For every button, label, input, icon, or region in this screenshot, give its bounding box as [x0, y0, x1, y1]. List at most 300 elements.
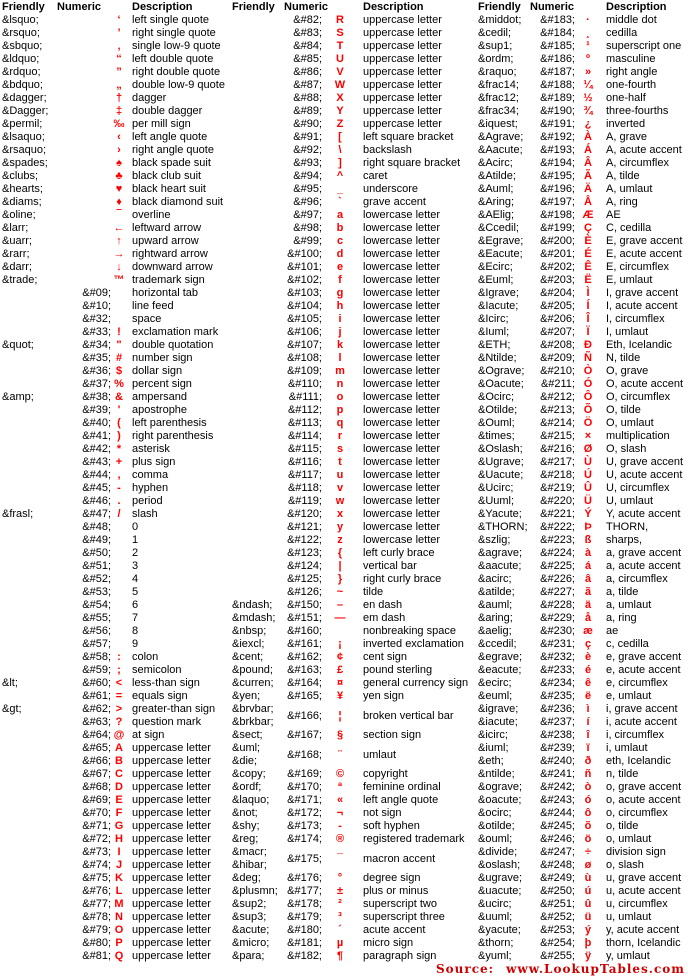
entity-description: THORN,	[606, 521, 649, 533]
entity-description: uppercase letter	[132, 872, 211, 884]
entity-description: semicolon	[132, 664, 182, 676]
symbol-glyph: þ	[584, 937, 592, 949]
symbol-glyph: Z	[336, 118, 344, 130]
entity-description: Eth, Icelandic	[606, 339, 673, 351]
entity-description: eth, Icelandic	[606, 755, 671, 767]
entity-row	[478, 781, 686, 794]
entity-row	[478, 92, 686, 105]
entity-row	[478, 170, 686, 183]
entity-row	[2, 911, 230, 924]
friendly-entity: &trade;	[2, 274, 38, 286]
entity-description: black diamond suit	[132, 196, 224, 208]
entity-description: middle dot	[606, 14, 657, 26]
entity-description: a, grave accent	[606, 547, 682, 559]
friendly-entity: &Egrave;	[478, 235, 524, 247]
entity-description: upward arrow	[132, 235, 199, 247]
entity-row	[232, 40, 470, 53]
numeric-code: &#247;	[540, 846, 575, 858]
numeric-code: &#241;	[540, 768, 575, 780]
table-header-row	[2, 1, 230, 14]
numeric-code: &#183;	[540, 14, 575, 26]
symbol-glyph: ü	[584, 911, 592, 923]
entity-description: u, grave accent	[606, 872, 682, 884]
entity-description: O, circumflex	[606, 391, 671, 403]
symbol-glyph: a	[336, 209, 344, 221]
friendly-entity: &Aring;	[478, 196, 515, 208]
entity-description: masculine	[606, 53, 656, 65]
friendly-entity: &ouml;	[478, 833, 513, 845]
symbol-glyph: <	[115, 677, 123, 689]
friendly-entity: &szlig;	[478, 534, 511, 546]
numeric-code: &#225;	[540, 560, 575, 572]
numeric-code: &#32;	[82, 313, 111, 325]
entity-description: ae	[606, 625, 619, 637]
numeric-code: &#60;	[82, 677, 111, 689]
symbol-glyph: ¤	[336, 677, 344, 689]
entity-row	[2, 14, 230, 27]
entity-description: lowercase letter	[363, 365, 441, 377]
symbol-glyph: ^	[336, 170, 344, 182]
numeric-code: &#232;	[540, 651, 575, 663]
symbol-glyph: V	[336, 66, 344, 78]
friendly-entity: &ocirc;	[478, 807, 512, 819]
entity-description: right parenthesis	[132, 430, 214, 442]
symbol-glyph: ¨	[338, 748, 342, 761]
numeric-code: &#198;	[540, 209, 575, 221]
symbol-glyph: b	[336, 222, 344, 234]
symbol-glyph: Í	[586, 300, 590, 312]
symbol-glyph: º	[585, 53, 591, 65]
friendly-entity: &frasl;	[2, 508, 34, 520]
symbol-glyph: Ô	[583, 391, 593, 403]
numeric-code: &#114;	[287, 430, 322, 442]
numeric-code: &#70;	[82, 807, 111, 819]
entity-description: plus sign	[132, 456, 176, 468]
entity-description: left curly brace	[363, 547, 435, 559]
entity-description: superscript three	[363, 911, 445, 923]
numeric-code: &#83;	[293, 27, 322, 39]
entity-description: a, tilde	[606, 586, 639, 598]
entity-row	[478, 768, 686, 781]
column-header-numeric: Numeric	[57, 1, 102, 13]
entity-table-column-2	[230, 1, 470, 963]
symbol-glyph: >	[115, 703, 123, 715]
symbol-glyph: µ	[336, 937, 344, 949]
entity-row	[478, 131, 686, 144]
friendly-entity: &copy;	[232, 768, 266, 780]
friendly-entity: &curren;	[232, 677, 274, 689]
numeric-code: &#66;	[82, 755, 111, 767]
symbol-glyph: e	[336, 261, 344, 273]
entity-row	[478, 547, 686, 560]
entity-row	[232, 885, 470, 898]
symbol-glyph: F	[115, 807, 123, 819]
entity-row	[2, 833, 230, 846]
friendly-entity: &AElig;	[478, 209, 515, 221]
friendly-entity: &Atilde;	[478, 170, 516, 182]
numeric-code: &#242;	[540, 781, 575, 793]
symbol-glyph: ÷	[584, 846, 592, 858]
numeric-code: &#187;	[540, 66, 575, 78]
symbol-glyph: í	[586, 716, 590, 728]
entity-description: number sign	[132, 352, 193, 364]
symbol-glyph: ?	[115, 716, 123, 728]
entity-row	[232, 79, 470, 92]
friendly-entity: &Acirc;	[478, 157, 513, 169]
entity-description: lowercase letter	[363, 378, 441, 390]
friendly-entity: &acirc;	[478, 573, 512, 585]
numeric-code: &#116;	[287, 456, 322, 468]
entity-description: rightward arrow	[132, 248, 208, 260]
symbol-glyph: "	[116, 339, 122, 351]
friendly-entity: &macr; &hibar;	[232, 846, 267, 871]
symbol-glyph: ±	[336, 885, 344, 897]
symbol-glyph: .	[117, 495, 121, 507]
numeric-code: &#40;	[82, 417, 111, 429]
entity-row	[478, 209, 686, 222]
friendly-entity: &deg;	[232, 872, 261, 884]
numeric-code: &#99;	[293, 235, 322, 247]
table-header-row	[232, 1, 470, 14]
entity-row	[232, 495, 470, 508]
symbol-glyph: G	[114, 820, 124, 832]
symbol-glyph: Ø	[583, 443, 593, 455]
friendly-entity: &laquo;	[232, 794, 270, 806]
entity-description: lowercase letter	[363, 235, 441, 247]
symbol-glyph: ~	[336, 586, 344, 598]
entity-row	[2, 599, 230, 612]
entity-description: leftward arrow	[132, 222, 202, 234]
numeric-code: &#161;	[287, 638, 322, 650]
symbol-glyph: ×	[584, 430, 592, 442]
entity-row	[478, 924, 686, 937]
entity-row	[478, 183, 686, 196]
symbol-glyph: Y	[336, 105, 344, 117]
numeric-code: &#181;	[287, 937, 322, 949]
numeric-code: &#151;	[287, 612, 322, 624]
numeric-code: &#184;	[540, 27, 575, 39]
friendly-entity: &ordm;	[478, 53, 514, 65]
symbol-glyph: f	[338, 274, 342, 286]
entity-row	[2, 950, 230, 963]
numeric-code: &#84;	[293, 40, 322, 52]
friendly-entity: &THORN;	[478, 521, 528, 533]
symbol-glyph: ™	[113, 274, 125, 286]
symbol-glyph: !	[117, 326, 121, 338]
entity-row	[232, 14, 470, 27]
symbol-glyph: ¦	[338, 709, 342, 722]
entity-row	[478, 105, 686, 118]
entity-row	[478, 430, 686, 443]
entity-description: percent sign	[132, 378, 192, 390]
friendly-entity: &uacute;	[478, 885, 522, 897]
symbol-glyph: ‾	[117, 209, 121, 221]
entity-row	[2, 170, 230, 183]
symbol-glyph: ¬	[336, 807, 344, 819]
entity-description: I, acute accent	[606, 300, 678, 312]
symbol-glyph: E	[115, 794, 123, 806]
entity-description: O, acute accent	[606, 378, 684, 390]
friendly-entity: &para;	[232, 950, 265, 962]
numeric-code: &#102;	[287, 274, 322, 286]
symbol-glyph: ‡	[115, 105, 123, 117]
symbol-glyph: #	[115, 352, 123, 364]
entity-description: per mill sign	[132, 118, 191, 130]
entity-row	[478, 118, 686, 131]
symbol-glyph: »	[584, 66, 592, 78]
friendly-entity: &ldquo;	[2, 53, 40, 65]
symbol-glyph: R	[336, 14, 344, 26]
friendly-entity: &ecirc;	[478, 677, 512, 689]
symbol-glyph: é	[584, 664, 592, 676]
friendly-entity: &cent;	[232, 651, 264, 663]
entity-description: plus or minus	[363, 885, 429, 897]
entity-row	[478, 573, 686, 586]
entity-row	[2, 27, 230, 40]
friendly-entity: &Euml;	[478, 274, 514, 286]
numeric-code: &#69;	[82, 794, 111, 806]
entity-description: lowercase letter	[363, 274, 441, 286]
symbol-glyph: ¶	[336, 950, 344, 962]
entity-description: o, umlaut	[606, 833, 652, 845]
numeric-code: &#245;	[540, 820, 575, 832]
symbol-glyph: Ê	[584, 261, 592, 273]
entity-row	[232, 300, 470, 313]
entity-description: AE	[606, 209, 621, 221]
friendly-entity: &middot;	[478, 14, 522, 26]
entity-description: lowercase letter	[363, 443, 441, 455]
entity-description: I, circumflex	[606, 313, 665, 325]
entity-row	[232, 508, 470, 521]
entity-row	[232, 677, 470, 690]
numeric-code: &#50;	[82, 547, 111, 559]
entity-description: downward arrow	[132, 261, 213, 273]
entity-description: a, umlaut	[606, 599, 652, 611]
numeric-code: &#118;	[287, 482, 322, 494]
numeric-code: &#231;	[540, 638, 575, 650]
symbol-glyph: —	[334, 612, 346, 624]
entity-row	[232, 261, 470, 274]
entity-row	[232, 794, 470, 807]
symbol-glyph: ù	[584, 872, 592, 884]
symbol-glyph: O	[114, 924, 124, 936]
entity-description: superscript two	[363, 898, 437, 910]
entity-row	[478, 690, 686, 703]
entity-row	[232, 651, 470, 664]
numeric-code: &#106;	[287, 326, 322, 338]
entity-row	[232, 599, 470, 612]
entity-description: right curly brace	[363, 573, 442, 585]
entity-description: degree sign	[363, 872, 421, 884]
column-header-friendly: Friendly	[478, 1, 521, 13]
entity-row	[232, 92, 470, 105]
symbol-glyph: Å	[584, 196, 592, 208]
entity-row	[478, 404, 686, 417]
symbol-glyph: :	[117, 651, 121, 663]
numeric-code: &#46;	[82, 495, 111, 507]
numeric-code: &#236;	[540, 703, 575, 715]
entity-description: uppercase letter	[132, 898, 211, 910]
symbol-glyph: ›	[117, 144, 121, 156]
entity-description: uppercase letter	[132, 768, 211, 780]
entity-description: uppercase letter	[363, 14, 442, 26]
symbol-glyph: Ü	[584, 495, 592, 507]
symbol-glyph: →	[113, 248, 125, 260]
entity-description: horizontal tab	[132, 287, 199, 299]
entity-row	[232, 248, 470, 261]
numeric-code: &#104;	[287, 300, 322, 312]
entity-description: o, tilde	[606, 820, 639, 832]
entity-row	[478, 313, 686, 326]
entity-description: line feed	[132, 300, 174, 312]
entity-row	[2, 495, 230, 508]
symbol-glyph: ¾	[583, 105, 593, 117]
friendly-entity: &darr;	[2, 261, 32, 273]
entity-row	[232, 170, 470, 183]
friendly-entity: &ograve;	[478, 781, 523, 793]
numeric-code: &#239;	[540, 742, 575, 754]
numeric-code: &#169;	[287, 768, 322, 780]
numeric-code: &#82;	[293, 14, 322, 26]
entity-row	[232, 196, 470, 209]
entity-row	[2, 144, 230, 157]
numeric-code: &#172;	[287, 807, 322, 819]
symbol-glyph: ê	[584, 677, 592, 689]
friendly-entity: &cedil;	[478, 27, 512, 39]
symbol-glyph: L	[115, 885, 123, 897]
entity-description: three-fourths	[606, 105, 669, 117]
entity-description: comma	[132, 469, 169, 481]
numeric-code: &#120;	[287, 508, 322, 520]
symbol-glyph: æ	[583, 625, 593, 637]
numeric-code: &#48;	[82, 521, 111, 533]
entity-description: e, circumflex	[606, 677, 668, 689]
entity-row	[478, 300, 686, 313]
numeric-code: &#93;	[293, 157, 322, 169]
entity-description: 8	[132, 625, 139, 637]
numeric-code: &#249;	[540, 872, 575, 884]
numeric-code: &#62;	[82, 703, 111, 715]
numeric-code: &#243;	[540, 794, 575, 806]
entity-description: uppercase letter	[363, 27, 442, 39]
numeric-code: &#191;	[540, 118, 575, 130]
entity-row	[2, 79, 230, 92]
entity-description: 2	[132, 547, 139, 559]
symbol-glyph: ·	[586, 14, 590, 26]
entity-description: uppercase letter	[132, 924, 211, 936]
numeric-code: &#87;	[293, 79, 322, 91]
symbol-glyph: ä	[584, 599, 592, 611]
entity-row	[232, 131, 470, 144]
entity-description: uppercase letter	[363, 40, 442, 52]
column-header-numeric: Numeric	[530, 1, 575, 13]
entity-description: lowercase letter	[363, 222, 441, 234]
entity-row	[2, 690, 230, 703]
friendly-entity: &hearts;	[2, 183, 43, 195]
numeric-code: &#176;	[287, 872, 322, 884]
friendly-entity: &divide;	[478, 846, 518, 858]
numeric-code: &#38;	[82, 391, 111, 403]
symbol-glyph: Ö	[583, 417, 593, 429]
table-header-row	[478, 1, 686, 14]
entity-row	[2, 703, 230, 716]
numeric-code: &#200;	[540, 235, 575, 247]
entity-description: i, grave accent	[606, 703, 678, 715]
entity-description: dagger	[132, 92, 167, 104]
entity-description: uppercase letter	[363, 92, 442, 104]
symbol-glyph: ¸	[586, 27, 590, 39]
symbol-glyph: }	[337, 573, 343, 585]
symbol-glyph: -	[338, 820, 342, 832]
symbol-glyph: Ý	[584, 508, 592, 520]
numeric-code: &#177;	[287, 885, 322, 897]
friendly-entity: &acute;	[232, 924, 270, 936]
entity-description: O, grave	[606, 365, 649, 377]
numeric-code: &#226;	[540, 573, 575, 585]
entity-description: section sign	[363, 729, 422, 741]
entity-description: space	[132, 313, 162, 325]
symbol-glyph: '	[117, 404, 121, 416]
entity-row	[2, 638, 230, 651]
entity-description: asterisk	[132, 443, 170, 455]
friendly-entity: &shy;	[232, 820, 260, 832]
entity-description: macron accent	[363, 852, 436, 865]
symbol-glyph: D	[115, 781, 123, 793]
friendly-entity: &Iacute;	[478, 300, 519, 312]
friendly-entity: &Oslash;	[478, 443, 523, 455]
entity-table-column-1	[0, 1, 230, 963]
numeric-code: &#55;	[82, 612, 111, 624]
symbol-glyph: /	[117, 508, 121, 520]
entity-description: o, circumflex	[606, 807, 668, 819]
entity-row	[232, 807, 470, 820]
entity-description: exclamation mark	[132, 326, 219, 338]
entity-description: 7	[132, 612, 139, 624]
numeric-code: &#179;	[287, 911, 322, 923]
entity-row	[478, 859, 686, 872]
entity-description: lowercase letter	[363, 300, 441, 312]
entity-row	[2, 92, 230, 105]
numeric-code: &#95;	[293, 183, 322, 195]
entity-description: nonbreaking space	[363, 625, 456, 637]
symbol-glyph: –	[336, 599, 344, 611]
friendly-entity: &permil;	[2, 118, 43, 130]
friendly-entity: &uml; &die;	[232, 742, 261, 767]
entity-description: superscript one	[606, 40, 682, 52]
entity-row	[232, 586, 470, 599]
friendly-entity: &Agrave;	[478, 131, 524, 143]
entity-row	[2, 261, 230, 274]
entity-description: equals sign	[132, 690, 188, 702]
entity-description: question mark	[132, 716, 202, 728]
symbol-glyph: ì	[586, 703, 590, 715]
numeric-code: &#192;	[540, 131, 575, 143]
entity-description: uppercase letter	[132, 781, 211, 793]
entity-description: general currency sign	[363, 677, 469, 689]
entity-row	[478, 846, 686, 859]
symbol-glyph: ´	[338, 924, 342, 936]
entity-description: lowercase letter	[363, 352, 441, 364]
entity-row	[478, 872, 686, 885]
entity-description: E, umlaut	[606, 274, 653, 286]
entity-row	[2, 53, 230, 66]
friendly-entity: &uuml;	[478, 911, 513, 923]
entity-description: lowercase letter	[363, 248, 441, 260]
symbol-glyph: †	[115, 92, 123, 104]
source-url: www.LookupTables.com	[506, 962, 685, 976]
numeric-code: &#221;	[540, 508, 575, 520]
symbol-glyph: ®	[335, 833, 345, 845]
